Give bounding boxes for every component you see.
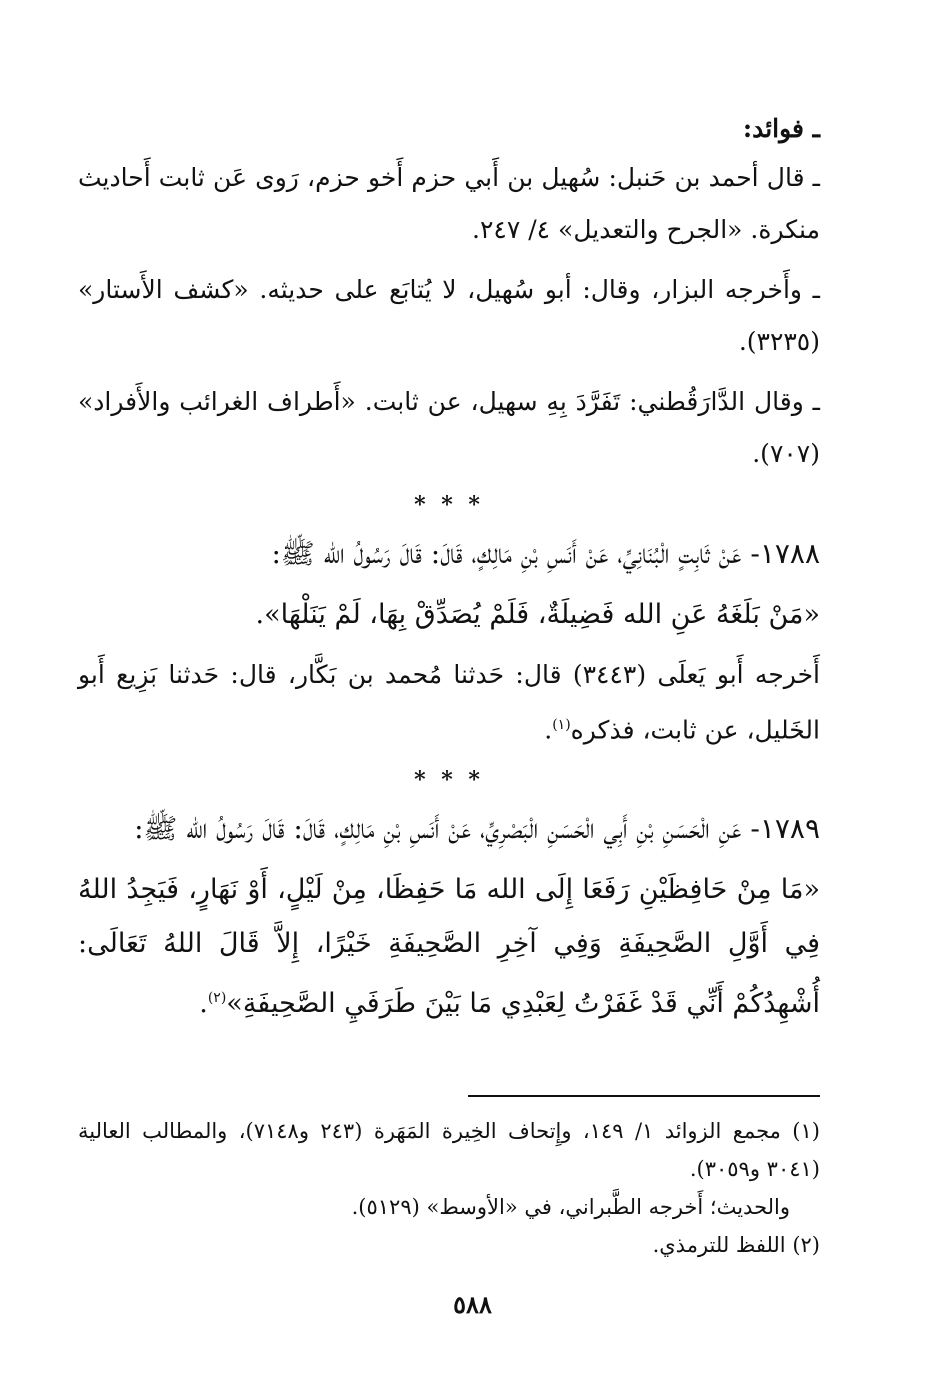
footnote-divider [468, 1095, 820, 1097]
narration-text: أَخرجه أَبو يَعلَى (٣٤٤٣) قال: حَدثنا مُحمد بن بَكَّار، قال: حَدثنا بَزِيع أَبو الخَليل، عن ثابت، فذكره [78, 660, 820, 745]
footnote-1: (١) مجمع الزوائد ١/ ١٤٩، وإِتحاف الخِيرة المَهَرة (٢٤٣ و٧١٤٨)، والمطالب العالية (٣٠٤١ و٣٠٥٩). [78, 1119, 820, 1181]
hadith-text-body: «مَا مِنْ حَافِظَيْنِ رَفَعَا إِلَى الله مَا حَفِظَا، مِنْ لَيْلٍ، أَوْ نَهَارٍ، فَيَجِدُ اللهُ فِي أَوَّلِ الصَّحِيفَةِ وَفِي آخِرِ الصَّحِيفَةِ خَيْرًا، إِلاَّ قَالَ اللهُ تَعَالَى: أُشْهِدُكُمْ أَنِّي قَدْ غَفَرْتُ لِعَبْدِي مَا بَيْنَ طَرَفَيِ الصَّحِيفَةِ» [78, 874, 820, 1020]
page-number: ٥٨٨ [453, 1290, 492, 1319]
benefits-title: ـ فوائد: [742, 114, 820, 143]
hadith-1789-text [78, 863, 820, 1031]
footnote-ref-2[interactable]: (٢) [207, 990, 227, 1007]
hadith-1788-text: «مَنْ بَلَغَهُ عَنِ الله فَضِيلَةٌ، فَلَمْ يُصَدِّقْ بِهَا، لَمْ يَنَلْهَا». [255, 599, 820, 630]
footnote-2: (٢) اللفظ للترمذي. [652, 1233, 820, 1257]
footnote-1-continued: والحديث؛ أَخرجه الطَّبراني، في «الأوسط» (٥١٢٩). [351, 1195, 790, 1219]
hadith-1788-heading: ١٧٨٨- عَنْ ثَابِتٍ الْبُنَانِيِّ، عَنْ أَنَسِ بْنِ مَالِكٍ، قَالَ: قَالَ رَسُولُ الله ﷺ: [271, 537, 820, 570]
footnote-ref-1[interactable]: (١) [552, 717, 571, 733]
footnotes [78, 1112, 820, 1264]
hadith-1788-narration [78, 650, 820, 755]
benefit-note-2: ـ وأَخرجه البزار، وقال: أبو سُهيل، لا يُتابَع على حديثه. «كشف الأَستار» (٣٢٣٥). [78, 275, 820, 356]
hadith-text-end: . [199, 988, 208, 1020]
section-separator: * * * [414, 492, 484, 518]
benefit-note-1: ـ قال أحمد بن حَنبل: سُهيل بن أَبي حزم أَخو حزم، رَوى عَن ثابت أَحاديث منكرة. «الجرح والتعديل» ٤/ ٢٤٧. [78, 163, 820, 244]
page-body [78, 110, 820, 1039]
section-separator: * * * [414, 767, 484, 794]
narration-end: . [544, 715, 553, 745]
hadith-1789-heading: ١٧٨٩- عَنِ الْحَسَنِ بْنِ أَبِي الْحَسَنِ الْبَصْرِيِّ، عَنْ أَنَسِ بْنِ مَالِكٍ، قَالَ: قَالَ رَسُولُ الله ﷺ: [134, 812, 820, 846]
benefit-note-3: ـ وقال الدَّارَقُطني: تَفَرَّدَ بِهِ سهيل، عن ثابت. «أَطراف الغرائب والأَفراد» (٧٠٧). [78, 387, 820, 468]
